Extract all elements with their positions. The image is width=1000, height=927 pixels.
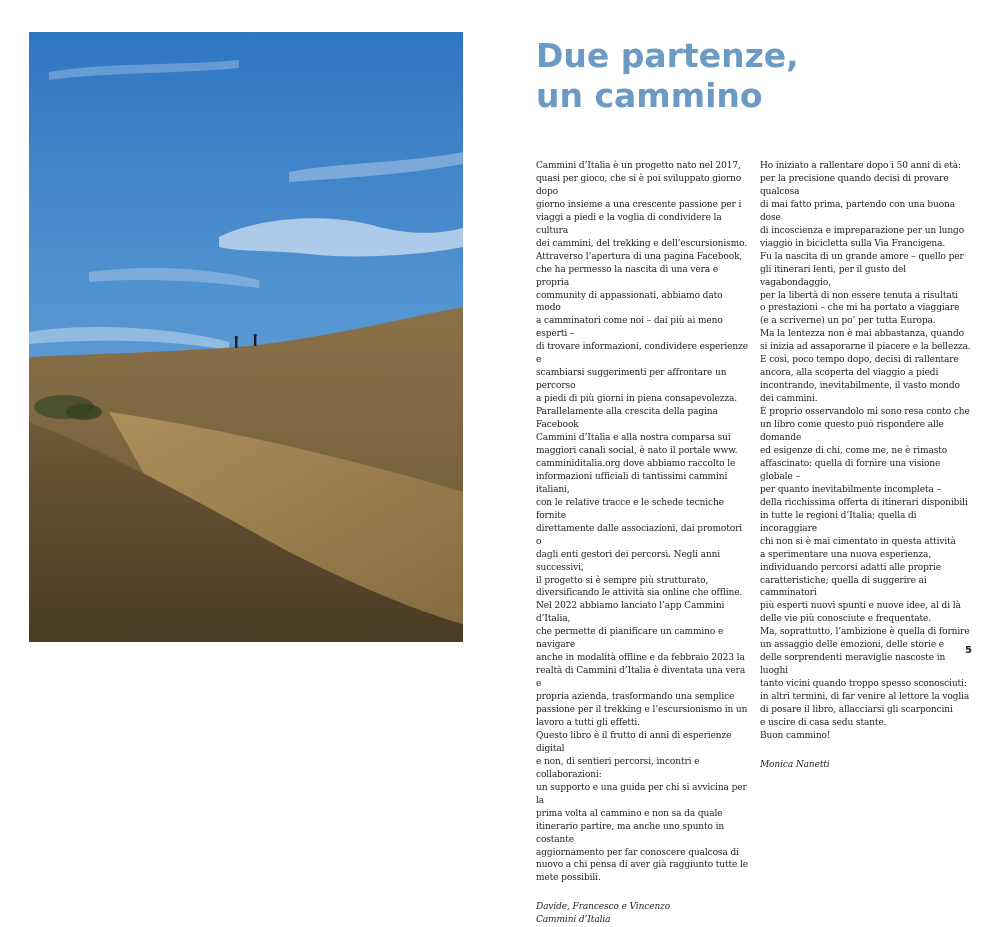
left-text-column (536, 160, 748, 927)
landscape-photo (29, 32, 463, 642)
title-line-2: un cammino (536, 76, 763, 115)
hiking-hills-image (29, 32, 463, 642)
left-column-body: Cammini d’Italia è un progetto nato nel 2017, quasi per gioco, che si è poi sviluppato giorno dopo giorno insieme a una crescente passione per i viaggi a piedi e la voglia di condividere la cultura dei cammini, del trekking e dell’escursionismo. Attraverso l’apertura di una pagina Facebook, che ha permesso la nascita di una vera e propria community di appassionati, abbiamo dato modo a camminatori come noi – dai più ai meno esperti – di trovare informazioni, condividere esperienze e scambiarsi suggerimenti per affrontare un percorso a piedi di più giorni in piena consapevolezza. Parallelamente alla crescita della pagina Facebook Cammini d’Italia e alla nostra comparsa sui maggiori canali social, è nato il portale www. camminiditalia.org dove abbiamo raccolto le informazioni ufficiali di tantissimi cammini italiani, con le relative tracce e le schede tecniche fornite direttamente dalle associazioni, dai promotori o dagli enti gestori dei percorsi. Negli anni successivi, il progetto si è sempre più strutturato, diversificando le attività sia online che offline. Nel 2022 abbiamo lanciato l’app Cammini d’Italia, che permette di pianificare un cammino e navigare anche in modalità offline e da febbraio 2023 la realtà di Cammini d’Italia è diventata una vera e propria azienda, trasformando una semplice passione per il trekking e l’escursionismo in un lavoro a tutti gli effetti. Questo libro è il frutto di anni di esperienze digital e non, di sentieri percorsi, incontri e collaborazioni: un supporto e una guida per chi si avvicina per la prima volta al cammino e non sa da quale itinerario partire, ma anche uno spunto in costante aggiornamento per far conoscere qualcosa di nuovo a chi pensa di aver già raggiunto tutte le mete possibili. (536, 161, 749, 884)
right-text-column (760, 160, 972, 772)
right-column-body: Ho iniziato a rallentare dopo i 50 anni di età: per la precisione quando decisi di provare qualcosa di mai fatto prima, partendo con una buona dose di incoscienza e impreparazione per un lungo viaggio in bicicletta sulla Via Francigena. Fu la nascita di un grande amore – quello per gli itinerari lenti, per il gusto del vagabondaggio, per la libertà di non essere tenuta a risultati o prestazioni – che mi ha portato a viaggiare (e a scriverne) un po’ per tutta Europa. Ma la lentezza non è mai abbastanza, quando si inizia ad assaporarne il piacere e la bellezza. E così, poco tempo dopo, decisi di rallentare ancora, alla scoperta del viaggio a piedi incontrando, inevitabilmente, il vasto mondo dei cammini. È proprio osservandolo mi sono resa conto che un libro come questo può rispondere alle domande ed esigenze di chi, come me, ne è rimasto affascinato: quella di fornire una visione globale – per quanto inevitabilmente incompleta – della ricchissima offerta di itinerari disponibili in tutte le regioni d’Italia; quella di incoraggiare chi non si è mai cimentato in questa attività a sperimentare una nuova esperienza, individuando percorsi adatti alle proprie caratteristiche; quella di suggerire ai camminatori più esperti nuovi spunti e nuove idee, al di là delle vie più conosciute e frequentate. Ma, soprattutto, l’ambizione è quella di fornire un assaggio delle emozioni, delle storie e delle sorprendenti meraviglie nascoste in luoghi tanto vicini quando troppo spesso sconosciuti: in altri termini, di far venire al lettore la voglia di posare il libro, allacciarsi gli scarponcini e uscire di casa sedu stante. Buon cammino! (760, 161, 971, 741)
right-column-signature: Monica Nanetti (760, 759, 830, 770)
page-number: 5 (965, 645, 972, 656)
left-column-signature: Davide, Francesco e Vincenzo Cammini d’Italia (536, 902, 671, 926)
page-title (536, 36, 956, 116)
title-line-1: Due partenze, (536, 36, 799, 75)
